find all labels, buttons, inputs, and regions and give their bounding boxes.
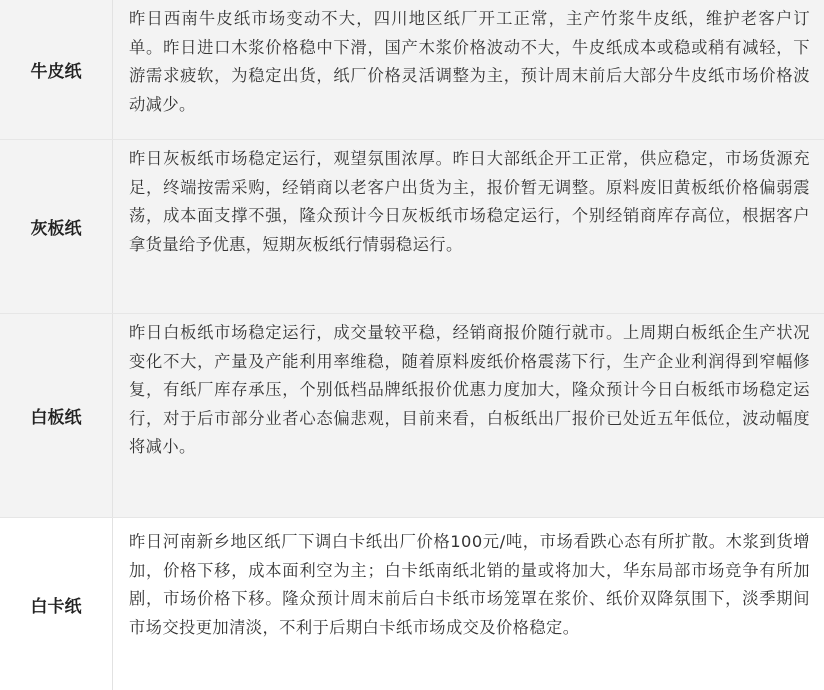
table-row-gray-board: [0, 140, 824, 314]
category-label: 牛皮纸: [0, 0, 113, 139]
category-label: 白板纸: [0, 314, 113, 517]
category-description: 昨日灰板纸市场稳定运行，观望氛围浓厚。昨日大部纸企开工正常，供应稳定，市场货源充足，终端按需采购，经销商以老客户出货为主，报价暂无调整。原料废旧黄板纸价格偏弱震荡，成本面支撑不强，隆众预计今日灰板纸市场稳定运行，个别经销商库存高位，根据客户拿货量给予优惠，短期灰板纸行情弱稳运行。: [129, 149, 810, 254]
category-description: 昨日白板纸市场稳定运行，成交量较平稳，经销商报价随行就市。上周期白板纸企生产状况变化不大，产量及产能利用率维稳，随着原料废纸价格震荡下行，生产企业利润得到窄幅修复，有纸厂库存承压，个别低档品牌纸报价优惠力度加大，隆众预计今日白板纸市场稳定运行，对于后市部分业者心态偏悲观，目前来看，白板纸出厂报价已处近五年低位，波动幅度将减小。: [129, 323, 810, 457]
category-description: 昨日河南新乡地区纸厂下调白卡纸出厂价格100元/吨，市场看跌心态有所扩散。木浆到货增加，价格下移，成本面利空为主；白卡纸南纸北销的量或将加大，华东局部市场竞争有所加剧，市场价格下移。隆众预计周末前后白卡纸市场笼罩在浆价、纸价双降氛围下，淡季期间市场交投更加清淡，不利于后期白卡纸市场成交及价格稳定。: [129, 532, 810, 637]
category-description: 昨日西南牛皮纸市场变动不大，四川地区纸厂开工正常，主产竹浆牛皮纸，维护老客户订单。昨日进口木浆价格稳中下滑，国产木浆价格波动不大，牛皮纸成本或稳或稍有减轻，下游需求疲软，为稳定出货，纸厂价格灵活调整为主，预计周末前后大部分牛皮纸市场价格波动减少。: [129, 9, 810, 114]
category-label: 白卡纸: [0, 518, 113, 690]
table-row-kraft-paper: [0, 0, 824, 140]
category-label: 灰板纸: [0, 140, 113, 313]
table-row-white-card: [0, 518, 824, 690]
table-row-white-board: [0, 314, 824, 518]
